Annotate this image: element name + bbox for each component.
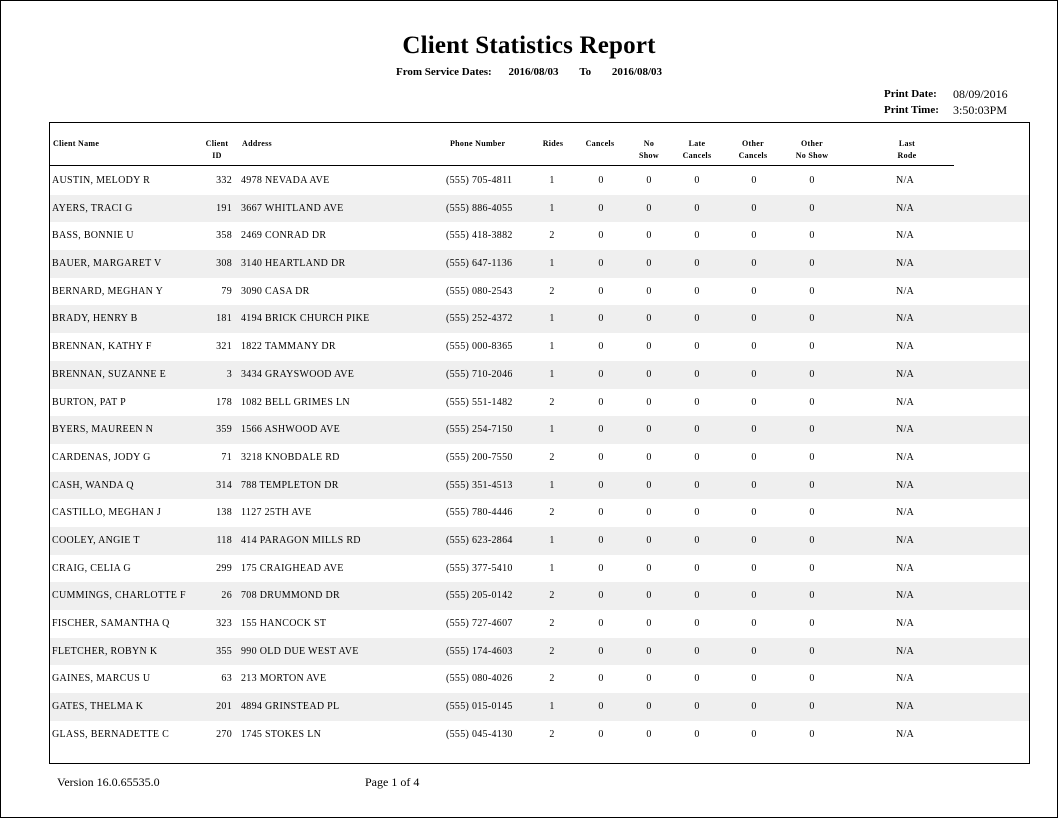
late-cancels-cell: 0 [694, 368, 700, 380]
client-id-cell: 355 [216, 645, 232, 657]
client-id-cell: 181 [216, 313, 232, 325]
other-no-show-cell: 0 [809, 728, 815, 740]
header-rides: Rides [542, 139, 564, 148]
last-rode-cell: N/A [895, 258, 915, 270]
date-to-label: To [579, 66, 592, 78]
cancels-cell: 0 [598, 451, 604, 463]
cancels-cell: 0 [598, 701, 604, 713]
header-last-rode-line1: Last [898, 139, 916, 148]
table-row [50, 610, 1029, 638]
late-cancels-cell: 0 [694, 701, 700, 713]
header-no-show [634, 138, 664, 162]
rides-cell: 1 [549, 258, 555, 270]
last-rode-cell: N/A [895, 175, 915, 186]
client-name-cell: AUSTIN, MELODY R [52, 175, 151, 186]
address-cell: 990 OLD DUE WEST AVE [241, 645, 359, 657]
header-last-rode [892, 138, 922, 162]
phone-number-cell: (555) 080-2543 [446, 285, 513, 297]
no-show-cell: 0 [646, 396, 652, 408]
late-cancels-cell: 0 [694, 728, 700, 740]
rides-cell: 2 [549, 285, 555, 297]
late-cancels-cell: 0 [694, 451, 700, 463]
address-cell: 3667 WHITLAND AVE [241, 202, 344, 214]
last-rode-cell: N/A [895, 313, 915, 325]
no-show-cell: 0 [646, 701, 652, 713]
client-id-cell: 118 [216, 534, 232, 546]
rides-cell: 2 [549, 230, 555, 242]
cancels-cell: 0 [598, 534, 604, 546]
header-address: Address [242, 139, 272, 148]
client-name-cell: CUMMINGS, CHARLOTTE F [52, 590, 186, 602]
report-title: Client Statistics Report [402, 32, 656, 59]
client-id-cell: 63 [221, 673, 232, 685]
table-row [50, 361, 1029, 389]
phone-number-cell: (555) 254-7150 [446, 424, 513, 436]
cancels-cell: 0 [598, 562, 604, 574]
header-client-id [202, 138, 232, 162]
cancels-cell: 0 [598, 728, 604, 740]
rides-cell: 1 [549, 562, 555, 574]
client-id-cell: 71 [221, 451, 232, 463]
cancels-cell: 0 [598, 673, 604, 685]
other-no-show-cell: 0 [809, 313, 815, 325]
phone-number-cell: (555) 551-1482 [446, 396, 513, 408]
client-name-cell: BRADY, HENRY B [52, 313, 138, 325]
client-id-cell: 270 [216, 728, 232, 740]
other-no-show-cell: 0 [809, 258, 815, 270]
late-cancels-cell: 0 [694, 424, 700, 436]
late-cancels-cell: 0 [694, 202, 700, 214]
late-cancels-cell: 0 [694, 479, 700, 491]
other-cancels-cell: 0 [751, 701, 757, 713]
phone-number-cell: (555) 351-4513 [446, 479, 513, 491]
client-name-cell: BASS, BONNIE U [52, 230, 134, 242]
client-id-cell: 201 [216, 701, 232, 713]
cancels-cell: 0 [598, 618, 604, 629]
late-cancels-cell: 0 [694, 534, 700, 546]
address-cell: 1127 25TH AVE [241, 507, 312, 519]
late-cancels-cell: 0 [694, 673, 700, 685]
table-row [50, 693, 1029, 721]
client-id-cell: 79 [221, 285, 232, 297]
no-show-cell: 0 [646, 230, 652, 242]
rides-cell: 1 [549, 534, 555, 546]
rides-cell: 2 [549, 618, 555, 629]
address-cell: 3090 CASA DR [241, 285, 310, 297]
rides-cell: 1 [549, 341, 555, 353]
other-no-show-cell: 0 [809, 451, 815, 463]
client-id-cell: 323 [216, 618, 232, 629]
cancels-cell: 0 [598, 396, 604, 408]
client-name-cell: AYERS, TRACI G [52, 202, 133, 214]
late-cancels-cell: 0 [694, 507, 700, 519]
client-name-cell: GATES, THELMA K [52, 701, 144, 713]
other-cancels-cell: 0 [751, 590, 757, 602]
late-cancels-cell: 0 [694, 618, 700, 629]
cancels-cell: 0 [598, 175, 604, 186]
phone-number-cell: (555) 205-0142 [446, 590, 513, 602]
address-cell: 3218 KNOBDALE RD [241, 451, 340, 463]
last-rode-cell: N/A [895, 368, 915, 380]
last-rode-cell: N/A [895, 728, 915, 740]
last-rode-cell: N/A [895, 202, 915, 214]
other-cancels-cell: 0 [751, 534, 757, 546]
cancels-cell: 0 [598, 590, 604, 602]
phone-number-cell: (555) 623-2864 [446, 534, 513, 546]
other-no-show-cell: 0 [809, 534, 815, 546]
no-show-cell: 0 [646, 562, 652, 574]
rides-cell: 2 [549, 590, 555, 602]
table-row [50, 305, 1029, 333]
address-cell: 1566 ASHWOOD AVE [241, 424, 341, 436]
print-info [884, 86, 1008, 118]
other-cancels-cell: 0 [751, 202, 757, 214]
address-cell: 4978 NEVADA AVE [241, 175, 330, 186]
rides-cell: 1 [549, 175, 555, 186]
phone-number-cell: (555) 000-8365 [446, 341, 513, 353]
cancels-cell: 0 [598, 507, 604, 519]
other-cancels-cell: 0 [751, 645, 757, 657]
no-show-cell: 0 [646, 313, 652, 325]
address-cell: 3140 HEARTLAND DR [241, 258, 346, 270]
rides-cell: 1 [549, 479, 555, 491]
rides-cell: 2 [549, 673, 555, 685]
other-no-show-cell: 0 [809, 507, 815, 519]
client-id-cell: 314 [216, 479, 232, 491]
client-name-cell: BAUER, MARGARET V [52, 258, 162, 270]
other-no-show-cell: 0 [809, 424, 815, 436]
print-time-row [884, 102, 1008, 118]
no-show-cell: 0 [646, 368, 652, 380]
phone-number-cell: (555) 200-7550 [446, 451, 513, 463]
no-show-cell: 0 [646, 202, 652, 214]
last-rode-cell: N/A [895, 285, 915, 297]
late-cancels-cell: 0 [694, 396, 700, 408]
address-cell: 155 HANCOCK ST [241, 618, 327, 629]
address-cell: 2469 CONRAD DR [241, 230, 327, 242]
address-cell: 1822 TAMMANY DR [241, 341, 336, 353]
header-other-no-show [790, 138, 834, 162]
client-id-cell: 332 [216, 175, 232, 186]
other-no-show-cell: 0 [809, 341, 815, 353]
late-cancels-cell: 0 [694, 313, 700, 325]
last-rode-cell: N/A [895, 424, 915, 436]
no-show-cell: 0 [646, 618, 652, 629]
date-to: 2016/08/03 [611, 66, 663, 78]
no-show-cell: 0 [646, 285, 652, 297]
late-cancels-cell: 0 [694, 175, 700, 186]
other-no-show-cell: 0 [809, 479, 815, 491]
cancels-cell: 0 [598, 230, 604, 242]
table-row [50, 167, 1029, 195]
cancels-cell: 0 [598, 313, 604, 325]
client-name-cell: COOLEY, ANGIE T [52, 534, 140, 546]
last-rode-cell: N/A [895, 645, 915, 657]
address-cell: 4894 GRINSTEAD PL [241, 701, 340, 713]
phone-number-cell: (555) 015-0145 [446, 701, 513, 713]
header-other-cancels-line1: Other [742, 139, 764, 148]
address-cell: 1745 STOKES LN [241, 728, 322, 740]
header-no-show-line2: Show [639, 151, 659, 160]
client-name-cell: BRENNAN, KATHY F [52, 341, 152, 353]
cancels-cell: 0 [598, 479, 604, 491]
rides-cell: 2 [549, 728, 555, 740]
table-row [50, 555, 1029, 583]
rides-cell: 2 [549, 451, 555, 463]
address-cell: 788 TEMPLETON DR [241, 479, 339, 491]
print-time-label: Print Time: [884, 104, 939, 116]
other-cancels-cell: 0 [751, 673, 757, 685]
table-row [50, 721, 1029, 749]
print-date-row [884, 86, 1008, 102]
client-name-cell: GLASS, BERNADETTE C [52, 728, 170, 740]
last-rode-cell: N/A [895, 701, 915, 713]
phone-number-cell: (555) 045-4130 [446, 728, 513, 740]
client-name-cell: CRAIG, CELIA G [52, 562, 131, 574]
other-no-show-cell: 0 [809, 590, 815, 602]
header-late-cancels-line2: Cancels [682, 151, 712, 160]
client-id-cell: 299 [216, 562, 232, 574]
client-statistics-table [49, 122, 1030, 764]
phone-number-cell: (555) 710-2046 [446, 368, 513, 380]
client-name-cell: BURTON, PAT P [52, 396, 126, 408]
cancels-cell: 0 [598, 424, 604, 436]
phone-number-cell: (555) 418-3882 [446, 230, 513, 242]
table-row [50, 416, 1029, 444]
other-no-show-cell: 0 [809, 202, 815, 214]
last-rode-cell: N/A [895, 562, 915, 574]
header-other-no-show-line2: No Show [795, 151, 829, 160]
client-name-cell: CASTILLO, MEGHAN J [52, 507, 162, 519]
address-cell: 213 MORTON AVE [241, 673, 327, 685]
rides-cell: 2 [549, 396, 555, 408]
table-row [50, 333, 1029, 361]
header-client-name: Client Name [53, 139, 100, 148]
table-row [50, 278, 1029, 306]
address-cell: 708 DRUMMOND DR [241, 590, 340, 602]
date-range-label: From Service Dates: [395, 66, 492, 78]
other-no-show-cell: 0 [809, 368, 815, 380]
print-time-value: 3:50:03PM [953, 103, 1008, 117]
rides-cell: 1 [549, 313, 555, 325]
date-from: 2016/08/03 [508, 66, 559, 78]
other-cancels-cell: 0 [751, 424, 757, 436]
address-cell: 1082 BELL GRIMES LN [241, 396, 350, 408]
header-other-no-show-line1: Other [801, 139, 823, 148]
phone-number-cell: (555) 174-4603 [446, 645, 513, 657]
address-cell: 4194 BRICK CHURCH PIKE [241, 313, 370, 325]
other-no-show-cell: 0 [809, 396, 815, 408]
other-no-show-cell: 0 [809, 175, 815, 186]
cancels-cell: 0 [598, 368, 604, 380]
late-cancels-cell: 0 [694, 590, 700, 602]
client-id-cell: 308 [216, 258, 232, 270]
table-row [50, 499, 1029, 527]
table-row [50, 250, 1029, 278]
other-cancels-cell: 0 [751, 258, 757, 270]
no-show-cell: 0 [646, 590, 652, 602]
service-date-range [0, 66, 1058, 78]
client-id-cell: 321 [216, 341, 232, 353]
header-client-id-line1: Client [205, 139, 229, 148]
rides-cell: 2 [549, 645, 555, 657]
client-name-cell: GAINES, MARCUS U [52, 673, 151, 685]
cancels-cell: 0 [598, 202, 604, 214]
phone-number-cell: (555) 705-4811 [446, 175, 513, 186]
cancels-cell: 0 [598, 341, 604, 353]
client-id-cell: 3 [226, 368, 232, 380]
last-rode-cell: N/A [895, 507, 915, 519]
rides-cell: 1 [549, 424, 555, 436]
other-cancels-cell: 0 [751, 451, 757, 463]
rides-cell: 2 [549, 507, 555, 519]
cancels-cell: 0 [598, 258, 604, 270]
late-cancels-cell: 0 [694, 285, 700, 297]
phone-number-cell: (555) 080-4026 [446, 673, 513, 685]
table-row [50, 582, 1029, 610]
table-header [50, 123, 954, 166]
header-late-cancels [678, 138, 716, 162]
client-id-cell: 358 [216, 230, 232, 242]
no-show-cell: 0 [646, 451, 652, 463]
last-rode-cell: N/A [895, 618, 915, 629]
header-other-cancels-line2: Cancels [738, 151, 768, 160]
table-row [50, 389, 1029, 417]
other-cancels-cell: 0 [751, 230, 757, 242]
other-cancels-cell: 0 [751, 396, 757, 408]
late-cancels-cell: 0 [694, 562, 700, 574]
address-cell: 3434 GRAYSWOOD AVE [241, 368, 355, 380]
client-id-cell: 359 [216, 424, 232, 436]
other-cancels-cell: 0 [751, 285, 757, 297]
phone-number-cell: (555) 780-4446 [446, 507, 513, 519]
other-cancels-cell: 0 [751, 618, 757, 629]
last-rode-cell: N/A [895, 341, 915, 353]
cancels-cell: 0 [598, 645, 604, 657]
late-cancels-cell: 0 [694, 230, 700, 242]
address-cell: 175 CRAIGHEAD AVE [241, 562, 344, 574]
client-name-cell: CASH, WANDA Q [52, 479, 134, 491]
no-show-cell: 0 [646, 507, 652, 519]
header-client-id-line2: ID [212, 151, 222, 160]
cancels-cell: 0 [598, 285, 604, 297]
other-no-show-cell: 0 [809, 645, 815, 657]
other-no-show-cell: 0 [809, 701, 815, 713]
no-show-cell: 0 [646, 645, 652, 657]
header-other-cancels [734, 138, 772, 162]
other-cancels-cell: 0 [751, 313, 757, 325]
other-no-show-cell: 0 [809, 230, 815, 242]
other-no-show-cell: 0 [809, 673, 815, 685]
late-cancels-cell: 0 [694, 341, 700, 353]
header-phone-number: Phone Number [450, 139, 506, 148]
print-date-value: 08/09/2016 [953, 87, 1008, 101]
header-no-show-line1: No [643, 139, 655, 148]
rides-cell: 1 [549, 701, 555, 713]
client-name-cell: BERNARD, MEGHAN Y [52, 285, 164, 297]
other-no-show-cell: 0 [809, 618, 815, 629]
table-row [50, 444, 1029, 472]
last-rode-cell: N/A [895, 673, 915, 685]
no-show-cell: 0 [646, 534, 652, 546]
phone-number-cell: (555) 727-4607 [446, 618, 513, 629]
other-cancels-cell: 0 [751, 728, 757, 740]
version-label: Version 16.0.65535.0 [57, 775, 160, 789]
client-id-cell: 191 [216, 202, 232, 214]
rides-cell: 1 [549, 368, 555, 380]
no-show-cell: 0 [646, 424, 652, 436]
client-id-cell: 138 [216, 507, 232, 519]
last-rode-cell: N/A [895, 479, 915, 491]
client-id-cell: 178 [216, 396, 232, 408]
rides-cell: 1 [549, 202, 555, 214]
no-show-cell: 0 [646, 258, 652, 270]
last-rode-cell: N/A [895, 534, 915, 546]
page-indicator: Page 1 of 4 [365, 775, 420, 789]
address-cell: 414 PARAGON MILLS RD [241, 534, 361, 546]
last-rode-cell: N/A [895, 451, 915, 463]
other-cancels-cell: 0 [751, 368, 757, 380]
other-cancels-cell: 0 [751, 479, 757, 491]
header-late-cancels-line1: Late [688, 139, 706, 148]
phone-number-cell: (555) 647-1136 [446, 258, 513, 270]
other-cancels-cell: 0 [751, 562, 757, 574]
header-cancels: Cancels [585, 139, 615, 148]
table-row [50, 527, 1029, 555]
late-cancels-cell: 0 [694, 645, 700, 657]
client-name-cell: CARDENAS, JODY G [52, 451, 151, 463]
other-cancels-cell: 0 [751, 507, 757, 519]
client-id-cell: 26 [221, 590, 232, 602]
header-last-rode-line2: Rode [897, 151, 917, 160]
no-show-cell: 0 [646, 728, 652, 740]
client-name-cell: BYERS, MAUREEN N [52, 424, 154, 436]
table-row [50, 195, 1029, 223]
print-date-label: Print Date: [884, 88, 937, 100]
phone-number-cell: (555) 377-5410 [446, 562, 513, 574]
table-row [50, 638, 1029, 666]
no-show-cell: 0 [646, 479, 652, 491]
client-name-cell: FLETCHER, ROBYN K [52, 645, 158, 657]
last-rode-cell: N/A [895, 590, 915, 602]
table-row [50, 222, 1029, 250]
phone-number-cell: (555) 252-4372 [446, 313, 513, 325]
late-cancels-cell: 0 [694, 258, 700, 270]
table-row [50, 665, 1029, 693]
other-cancels-cell: 0 [751, 175, 757, 186]
other-no-show-cell: 0 [809, 562, 815, 574]
client-name-cell: FISCHER, SAMANTHA Q [52, 618, 170, 629]
last-rode-cell: N/A [895, 230, 915, 242]
no-show-cell: 0 [646, 175, 652, 186]
other-cancels-cell: 0 [751, 341, 757, 353]
no-show-cell: 0 [646, 673, 652, 685]
client-name-cell: BRENNAN, SUZANNE E [52, 368, 167, 380]
table-row [50, 472, 1029, 500]
last-rode-cell: N/A [895, 396, 915, 408]
phone-number-cell: (555) 886-4055 [446, 202, 513, 214]
other-no-show-cell: 0 [809, 285, 815, 297]
no-show-cell: 0 [646, 341, 652, 353]
table-body [50, 167, 1029, 748]
